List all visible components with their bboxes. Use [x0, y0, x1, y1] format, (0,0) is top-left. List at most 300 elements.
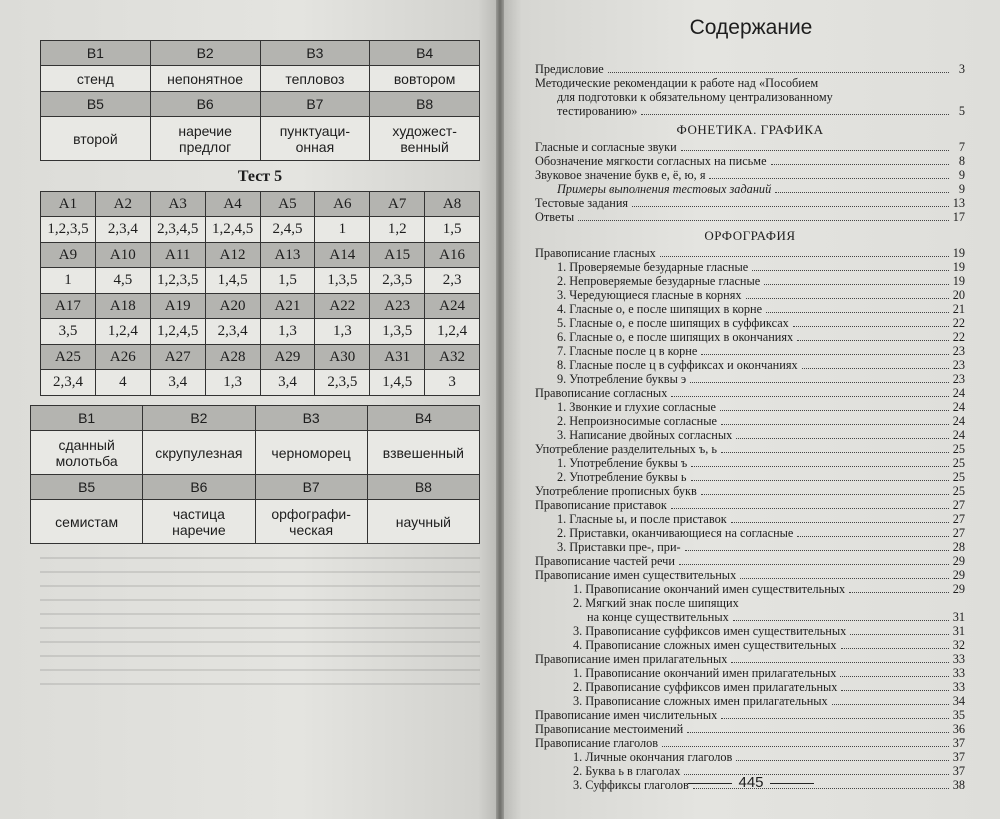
toc-entry-title: 1. Проверяемые безударные гласные	[557, 260, 749, 274]
toc-entry-title: 2. Приставки, оканчивающиеся на согласные	[557, 526, 794, 540]
answer-cell: стенд	[41, 66, 151, 92]
toc-page-number: 23	[952, 372, 965, 386]
toc-entry-title: Предисловие	[535, 62, 604, 76]
page-title: Содержание	[689, 16, 813, 39]
toc-dot-leader	[731, 662, 949, 663]
toc-entry-title: Правописание глаголов	[535, 736, 659, 750]
toc-dot-leader	[797, 340, 949, 341]
toc-entry[interactable]	[535, 274, 965, 288]
table-header-row	[41, 294, 480, 319]
toc-entry-title: Правописание частей речи	[535, 554, 675, 568]
question-label: A32	[425, 345, 480, 370]
toc-entry-title: Звуковое значение букв е, ё, ю, я	[535, 168, 706, 182]
toc-entry[interactable]	[535, 708, 965, 722]
table-value-row	[41, 370, 480, 396]
table-value-row	[41, 117, 480, 161]
answer-cell: 2,4,5	[260, 217, 315, 243]
toc-dot-leader	[681, 150, 949, 151]
toc-dot-leader	[775, 192, 949, 193]
toc-dot-leader	[793, 326, 949, 327]
toc-page-number: 37	[952, 764, 965, 778]
answer-cell: художест- венный	[370, 117, 480, 161]
answer-cell: 1,2,4	[425, 319, 480, 345]
toc-page-number: 13	[952, 196, 965, 210]
answer-cell: 3,4	[150, 370, 205, 396]
answer-cell: черноморец	[255, 431, 367, 475]
question-label: B2	[150, 41, 260, 66]
question-label: A11	[150, 243, 205, 268]
toc-entry-title: 1. Правописание окончаний имен прилагательных	[573, 666, 837, 680]
toc-dot-leader	[701, 494, 949, 495]
toc-dot-leader	[736, 438, 949, 439]
toc-page-number: 17	[952, 210, 965, 224]
question-label: A15	[370, 243, 425, 268]
toc-page-number: 33	[952, 680, 965, 694]
toc-entry[interactable]	[535, 330, 965, 344]
toc-dot-leader	[671, 508, 949, 509]
answer-cell: 1,2,4	[95, 319, 150, 345]
toc-dot-leader	[764, 284, 949, 285]
toc-entry-title: 2. Непроверяемые безударные гласные	[557, 274, 761, 288]
answer-cell: частица наречие	[143, 500, 255, 544]
answer-cell: научный	[367, 500, 479, 544]
toc-dot-leader	[721, 452, 949, 453]
toc-entry-title: Ответы	[535, 210, 575, 224]
question-label: A20	[205, 294, 260, 319]
question-label: A12	[205, 243, 260, 268]
table-header-row	[41, 345, 480, 370]
toc-page-number: 24	[952, 414, 965, 428]
question-label: A4	[205, 192, 260, 217]
toc-entry[interactable]	[535, 680, 965, 694]
answer-table-b-top	[40, 40, 480, 161]
answer-cell: 1	[41, 268, 96, 294]
page-number	[502, 774, 1000, 791]
table-value-row	[31, 431, 480, 475]
question-label: B5	[31, 475, 143, 500]
toc-entry[interactable]	[535, 154, 965, 168]
toc-entry-title: Примеры выполнения тестовых заданий	[557, 182, 772, 196]
answer-cell: 1,5	[260, 268, 315, 294]
toc-entry[interactable]	[535, 568, 965, 582]
answer-cell: непонятное	[150, 66, 260, 92]
toc-entry[interactable]	[535, 610, 965, 624]
toc-entry[interactable]	[535, 246, 965, 260]
answer-cell: 1,3,5	[370, 319, 425, 345]
answer-table-a	[40, 191, 480, 396]
toc-entry-title: Методические рекомендации к работе над «Пособием	[535, 76, 819, 90]
toc-page-number: 25	[952, 456, 965, 470]
answer-cell: 1,2,4,5	[150, 319, 205, 345]
toc-page-number: 29	[952, 568, 965, 582]
toc-entry[interactable]	[535, 302, 965, 316]
toc-entry[interactable]	[535, 484, 965, 498]
table-value-row	[31, 500, 480, 544]
table-header-row	[41, 41, 480, 66]
toc-entry[interactable]	[535, 736, 965, 750]
test-title: Тест 5	[237, 168, 283, 185]
toc-entry[interactable]	[535, 498, 965, 512]
toc-entry-title: 4. Правописание сложных имен существительных	[573, 638, 837, 652]
toc-entry-title: Правописание приставок	[535, 498, 667, 512]
question-label: B6	[150, 92, 260, 117]
table-header-row	[31, 406, 480, 431]
toc-entry[interactable]	[535, 512, 965, 526]
question-label: A16	[425, 243, 480, 268]
toc-entry[interactable]	[535, 140, 965, 154]
toc-dot-leader	[850, 634, 949, 635]
answer-cell: 2,3,5	[315, 370, 370, 396]
answer-cell: 3	[425, 370, 480, 396]
toc-page-number: 36	[952, 722, 965, 736]
toc-dot-leader	[771, 164, 949, 165]
toc-page-number: 7	[958, 140, 965, 154]
toc-page-number: 5	[958, 104, 965, 118]
toc-entry[interactable]	[535, 596, 965, 610]
answer-cell: 1,3	[315, 319, 370, 345]
toc-entry-title: Употребление разделительных ъ, ь	[535, 442, 717, 456]
toc-dot-leader	[752, 270, 949, 271]
question-label: A31	[370, 345, 425, 370]
answer-cell: наречие предлог	[150, 117, 260, 161]
toc-page-number: 8	[958, 154, 965, 168]
table-header-row	[31, 475, 480, 500]
answer-cell: 1,4,5	[205, 268, 260, 294]
toc-entry-title: Правописание имен прилагательных	[535, 652, 728, 666]
answer-cell: тепловоз	[260, 66, 370, 92]
question-label: A30	[315, 345, 370, 370]
question-label: B3	[260, 41, 370, 66]
toc-page-number: 32	[952, 638, 965, 652]
toc-entry[interactable]	[535, 456, 965, 470]
toc-dot-leader	[709, 178, 949, 179]
toc-page-number: 9	[958, 182, 965, 196]
toc-entry-title: 1. Гласные ы, и после приставок	[557, 512, 727, 526]
answer-cell: взвешенный	[367, 431, 479, 475]
toc-page-number: 19	[952, 246, 965, 260]
toc-page-number: 28	[952, 540, 965, 554]
answer-cell: 4	[95, 370, 150, 396]
table-value-row	[41, 319, 480, 345]
toc-page-number: 20	[952, 288, 965, 302]
question-label: B4	[370, 41, 480, 66]
toc-entry-title: 5. Гласные о, е после шипящих в суффиксах	[557, 316, 789, 330]
answer-cell: 1,2	[370, 217, 425, 243]
toc-entry-title: Правописание местоимений	[535, 722, 684, 736]
answer-cell: пунктуаци- онная	[260, 117, 370, 161]
toc-page-number: 24	[952, 386, 965, 400]
question-label: A19	[150, 294, 205, 319]
toc-entry[interactable]	[535, 624, 965, 638]
toc-entry[interactable]	[535, 104, 965, 118]
toc-entry-title: тестированию»	[557, 104, 638, 118]
toc-dot-leader	[608, 72, 949, 73]
toc-entry-title: для подготовки к обязательному централизованному	[557, 90, 833, 104]
page-number-rule-right	[770, 783, 814, 784]
toc-page-number: 19	[952, 274, 965, 288]
table-header-row	[41, 92, 480, 117]
toc-entry-title: Правописание согласных	[535, 386, 668, 400]
answer-cell: вовтором	[370, 66, 480, 92]
toc-dot-leader	[671, 396, 949, 397]
toc-dot-leader	[832, 704, 949, 705]
toc-entry-title: 3. Чередующиеся гласные в корнях	[557, 288, 742, 302]
toc-entry-title: 3. Суффиксы глаголов	[573, 778, 689, 792]
toc-entry-title: 7. Гласные после ц в корне	[557, 344, 698, 358]
toc-dot-leader	[731, 522, 949, 523]
toc-entry-title: Правописание имен числительных	[535, 708, 718, 722]
toc-dot-leader	[766, 312, 949, 313]
answer-cell: 2,3,4	[41, 370, 96, 396]
question-label: A26	[95, 345, 150, 370]
toc-entry[interactable]	[535, 260, 965, 274]
toc-entry-title: 3. Правописание сложных имен прилагательных	[573, 694, 828, 708]
question-label: B1	[41, 41, 151, 66]
toc-entry-title: 2. Непроизносимые согласные	[557, 414, 717, 428]
toc-dot-leader	[660, 256, 949, 257]
table-header-row	[41, 243, 480, 268]
toc-dot-leader	[578, 220, 949, 221]
toc-entry-title: Правописание имен существительных	[535, 568, 737, 582]
question-label: A2	[95, 192, 150, 217]
toc-page-number: 23	[952, 358, 965, 372]
answer-cell: 1,3	[205, 370, 260, 396]
toc-entry[interactable]	[535, 168, 965, 182]
toc-entry[interactable]	[535, 182, 965, 196]
toc-dot-leader	[690, 382, 949, 383]
toc-page-number: 9	[958, 168, 965, 182]
question-label: B5	[41, 92, 151, 117]
toc-dot-leader	[736, 760, 949, 761]
table-value-row	[41, 268, 480, 294]
answer-cell: 2,3	[425, 268, 480, 294]
table-header-row	[41, 192, 480, 217]
answer-cell: орфографи- ческая	[255, 500, 367, 544]
answer-cell: 1,3,5	[315, 268, 370, 294]
toc-dot-leader	[841, 690, 949, 691]
toc-entry[interactable]	[535, 582, 965, 596]
toc-entry-title: Тестовые задания	[535, 196, 629, 210]
toc-dot-leader	[746, 298, 949, 299]
toc-entry-title: Гласные и согласные звуки	[535, 140, 677, 154]
toc-dot-leader	[733, 620, 949, 621]
answer-cell: 3,4	[260, 370, 315, 396]
question-label: A27	[150, 345, 205, 370]
toc-dot-leader	[849, 592, 949, 593]
question-label: A29	[260, 345, 315, 370]
answer-cell: 3,5	[41, 319, 96, 345]
toc-page-number: 25	[952, 470, 965, 484]
question-label: B7	[260, 92, 370, 117]
toc-entry[interactable]	[535, 722, 965, 736]
toc-entry-title: 3. Правописание суффиксов имен существительных	[573, 624, 847, 638]
toc-dot-leader	[632, 206, 949, 207]
table-of-contents	[535, 62, 965, 792]
toc-entry[interactable]	[535, 428, 965, 442]
question-label: A17	[41, 294, 96, 319]
answer-cell: 2,3,5	[370, 268, 425, 294]
answer-cell: второй	[41, 117, 151, 161]
toc-page-number: 34	[952, 694, 965, 708]
toc-dot-leader	[840, 676, 949, 677]
toc-dot-leader	[641, 114, 949, 115]
toc-entry[interactable]	[535, 344, 965, 358]
toc-page-number: 23	[952, 344, 965, 358]
question-label: A7	[370, 192, 425, 217]
toc-entry[interactable]	[535, 540, 965, 554]
toc-dot-leader	[797, 536, 949, 537]
answer-cell: семистам	[31, 500, 143, 544]
toc-entry[interactable]	[535, 210, 965, 224]
toc-entry[interactable]	[535, 196, 965, 210]
toc-dot-leader	[662, 746, 949, 747]
question-label: B1	[31, 406, 143, 431]
question-label: A18	[95, 294, 150, 319]
toc-entry[interactable]	[535, 400, 965, 414]
toc-page-number: 31	[952, 624, 965, 638]
page-number-rule-left	[688, 783, 732, 784]
answer-cell: 1	[315, 217, 370, 243]
toc-dot-leader	[841, 648, 949, 649]
toc-page-number: 29	[952, 582, 965, 596]
toc-entry-title: 2. Мягкий знак после шипящих	[573, 596, 739, 610]
toc-page-number: 24	[952, 400, 965, 414]
toc-page-number: 25	[952, 484, 965, 498]
answer-cell: 1,4,5	[370, 370, 425, 396]
toc-entry[interactable]	[535, 666, 965, 680]
toc-entry-title: Обозначение мягкости согласных на письме	[535, 154, 767, 168]
question-label: A5	[260, 192, 315, 217]
toc-entry-title: на конце существительных	[587, 610, 729, 624]
question-label: A14	[315, 243, 370, 268]
toc-page-number: 33	[952, 652, 965, 666]
toc-page-number: 33	[952, 666, 965, 680]
answer-cell: 2,3,4	[205, 319, 260, 345]
toc-entry[interactable]	[535, 750, 965, 764]
book-gutter	[496, 0, 504, 819]
toc-page-number: 24	[952, 428, 965, 442]
toc-entry-title: 1. Личные окончания глаголов	[573, 750, 733, 764]
toc-dot-leader	[721, 424, 949, 425]
toc-entry[interactable]	[535, 76, 965, 90]
table-value-row	[41, 66, 480, 92]
toc-entry[interactable]	[535, 442, 965, 456]
toc-dot-leader	[691, 480, 949, 481]
toc-dot-leader	[679, 564, 949, 565]
answer-cell: скрупулезная	[143, 431, 255, 475]
toc-page-number: 22	[952, 330, 965, 344]
answer-table-b-bottom	[30, 405, 480, 544]
toc-page-number: 37	[952, 750, 965, 764]
toc-dot-leader	[720, 410, 949, 411]
toc-entry[interactable]	[535, 372, 965, 386]
question-label: B2	[143, 406, 255, 431]
toc-page-number: 25	[952, 442, 965, 456]
bleed-through-text	[40, 545, 480, 785]
toc-entry[interactable]	[535, 470, 965, 484]
question-label: A9	[41, 243, 96, 268]
toc-page-number: 27	[952, 526, 965, 540]
question-label: B3	[255, 406, 367, 431]
toc-entry-title: 6. Гласные о, е после шипящих в окончаниях	[557, 330, 794, 344]
toc-entry[interactable]	[535, 62, 965, 76]
toc-entry-title: 2. Правописание суффиксов имен прилагательных	[573, 680, 838, 694]
toc-page-number: 31	[952, 610, 965, 624]
toc-page-number: 19	[952, 260, 965, 274]
question-label: B8	[370, 92, 480, 117]
answer-cell: 2,3,4	[95, 217, 150, 243]
toc-entry-title: 4. Гласные о, е после шипящих в корне	[557, 302, 763, 316]
toc-entry-title: 1. Звонкие и глухие согласные	[557, 400, 716, 414]
toc-section-heading: ФОНЕТИКА. ГРАФИКА	[676, 122, 824, 137]
toc-dot-leader	[802, 368, 949, 369]
answer-cell: 1,2,4,5	[205, 217, 260, 243]
toc-entry-title: Правописание гласных	[535, 246, 656, 260]
answer-cell: 1,3	[260, 319, 315, 345]
question-label: A24	[425, 294, 480, 319]
toc-entry[interactable]	[535, 316, 965, 330]
question-label: A23	[370, 294, 425, 319]
page-number-text: 445	[738, 774, 764, 791]
answer-cell: 1,2,3,5	[41, 217, 96, 243]
question-label: A6	[315, 192, 370, 217]
answer-cell: 2,3,4,5	[150, 217, 205, 243]
toc-entry-title: 1. Правописание окончаний имен существительных	[573, 582, 846, 596]
toc-dot-leader	[685, 550, 949, 551]
question-label: A21	[260, 294, 315, 319]
question-label: A3	[150, 192, 205, 217]
question-label: A28	[205, 345, 260, 370]
toc-entry-title: 9. Употребление буквы э	[557, 372, 687, 386]
question-label: A25	[41, 345, 96, 370]
question-label: A10	[95, 243, 150, 268]
toc-entry[interactable]	[535, 526, 965, 540]
question-label: A13	[260, 243, 315, 268]
toc-entry[interactable]	[535, 554, 965, 568]
toc-dot-leader	[691, 466, 949, 467]
question-label: A1	[41, 192, 96, 217]
toc-dot-leader	[721, 718, 949, 719]
toc-entry-title: 3. Написание двойных согласных	[557, 428, 733, 442]
toc-entry[interactable]	[535, 386, 965, 400]
toc-page-number: 21	[952, 302, 965, 316]
toc-entry-title: Употребление прописных букв	[535, 484, 697, 498]
toc-entry[interactable]	[535, 288, 965, 302]
toc-entry[interactable]	[535, 414, 965, 428]
toc-entry[interactable]	[535, 638, 965, 652]
toc-entry[interactable]	[535, 694, 965, 708]
question-label: B4	[367, 406, 479, 431]
toc-entry-title: 8. Гласные после ц в суффиксах и окончаниях	[557, 358, 798, 372]
answer-cell: 1,5	[425, 217, 480, 243]
toc-dot-leader	[701, 354, 949, 355]
toc-entry[interactable]	[535, 358, 965, 372]
toc-entry-title: 1. Употребление буквы ъ	[557, 456, 688, 470]
toc-section-heading: ОРФОГРАФИЯ	[704, 228, 796, 243]
table-value-row	[41, 217, 480, 243]
question-label: B8	[367, 475, 479, 500]
toc-entry[interactable]	[535, 90, 965, 104]
answer-cell: 4,5	[95, 268, 150, 294]
toc-entry[interactable]	[535, 652, 965, 666]
toc-page-number: 27	[952, 512, 965, 526]
question-label: B6	[143, 475, 255, 500]
toc-page-number: 29	[952, 554, 965, 568]
answer-cell: 1,2,3,5	[150, 268, 205, 294]
toc-page-number: 27	[952, 498, 965, 512]
question-label: B7	[255, 475, 367, 500]
toc-entry-title: 2. Буква ь в глаголах	[573, 764, 681, 778]
